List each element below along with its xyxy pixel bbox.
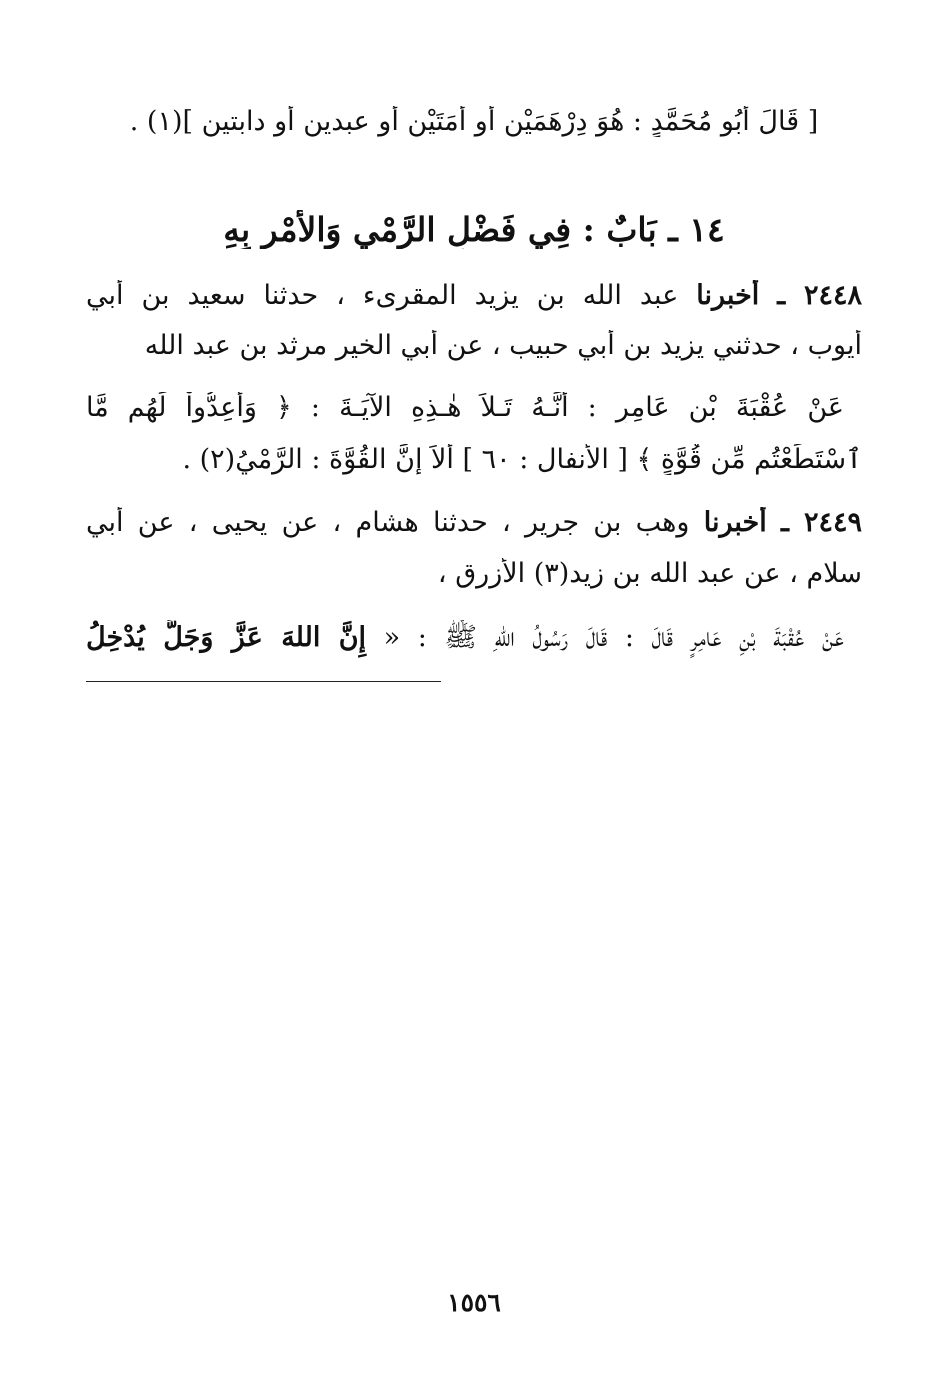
hadith-2448-line-1 [86,280,862,311]
narration-verb: أخبرنا [703,507,767,538]
page-number: ١٥٥٦ [447,1288,501,1317]
hadith-number: ٢٤٤٩ ـ [780,507,862,538]
isnad-text: عبد الله بن يزيد المقرىء ، حدثنا سعيد بن أبي [86,280,679,311]
hadith-2449-line-3 [86,620,844,660]
hadith-2449-line-2: سلام ، عن عبد الله بن زيد(٣) الأزرق ، [437,558,862,589]
hadith-2448-line-4: ٱسْتَطَعْتُم مِّن قُوَّةٍ ﴾ [ الأنفال : ٦٠ ] أَلاَ إِنَّ القُوَّةَ : الرَّمْيُ(٢) . [182,444,862,475]
bracketed-note-line: [ قَالَ أَبُو مُحَمَّدٍ : هُوَ دِرْهَمَيْنِ أو أَمَتَيْنِ أو عبدين أو دابتين ](١) . [129,106,819,137]
hadith-2449-line-1 [86,507,862,538]
book-page [86,0,862,1373]
hadith-number: ٢٤٤٨ ـ [777,280,862,311]
footnote-separator [86,681,441,682]
matn-bold: إِنَّ اللهَ عَزَّ وَجَلَّ يُدْخِلُ [86,622,367,653]
hadith-2448-line-2: أيوب ، حدثني يزيد بن أبي حبيب ، عن أبي الخير مرثد بن عبد الله [144,330,862,361]
chapter-heading: ١٤ ـ بَابٌ : فِي فَضْلِ الرَّمْيِ وَالأَمْرِ بِهِ [223,210,725,249]
matn-intro: عَنْ عُقْبَةَ بْنِ عَامِرٍ قَالَ : قَالَ رَسُولُ اللهِ ﷺ : « [383,622,844,653]
narration-verb: أخبرنا [696,280,760,311]
hadith-2448-line-3: عَنْ عُقْبَةَ بْنِ عَامِرٍ : أَنَّـهُ تَـلاَ هٰـذِهِ الآيَـةَ : ﴿ وَأَعِدُّواْ لَهُم مَّا [86,392,844,423]
isnad-text: وهب بن جرير ، حدثنا هشام ، عن يحيى ، عن أبي [86,507,690,538]
